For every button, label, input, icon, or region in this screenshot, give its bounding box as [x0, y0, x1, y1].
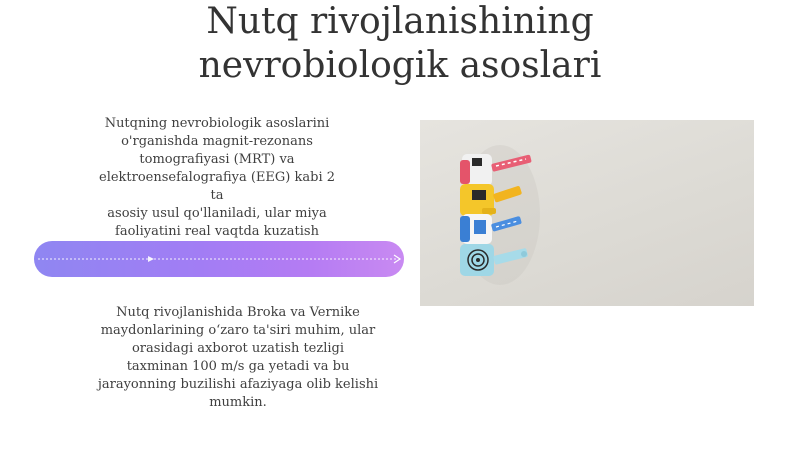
dispensers-illustration [420, 120, 754, 306]
gradient-divider-bar [34, 241, 404, 277]
arrow-right-icon [34, 241, 404, 277]
paragraph-broca-wernicke [72, 304, 404, 412]
paragraph-line: taxminan 100 m/s ga yetadi va bu [126, 359, 350, 374]
paragraph-line: orasidagi axborot uzatish tezligi [131, 341, 345, 356]
paragraph-line: tomografiyasi (MRT) va [139, 152, 295, 167]
paragraph-line: faoliyatini real vaqtda kuzatish [115, 224, 319, 239]
paragraph-line: Nutq rivojlanishida Broka va Vernike [116, 305, 360, 320]
title-line-1: Nutq rivojlanishining [206, 1, 594, 42]
paragraph-line: Nutqning nevrobiologik asoslarini [104, 116, 330, 131]
pharmaceutical-dispensers-image [420, 120, 754, 306]
paragraph-line: mumkin. [209, 395, 267, 410]
paragraph-line: elektroensefalografiya (EEG) kabi 2 ta [99, 170, 335, 203]
paragraph-line: jarayonning buzilishi afaziyaga olib kelishi [97, 377, 379, 392]
paragraph-line: maydonlarining o‘zaro ta'siri muhim, ular [100, 323, 376, 338]
paragraph-line: asosiy usul qo'llaniladi, ular miya [107, 206, 327, 221]
title-line-2: nevrobiologik asoslari [198, 45, 602, 86]
slide-title [100, 0, 700, 88]
paragraph-line: o'rganishda magnit-rezonans [121, 134, 313, 149]
